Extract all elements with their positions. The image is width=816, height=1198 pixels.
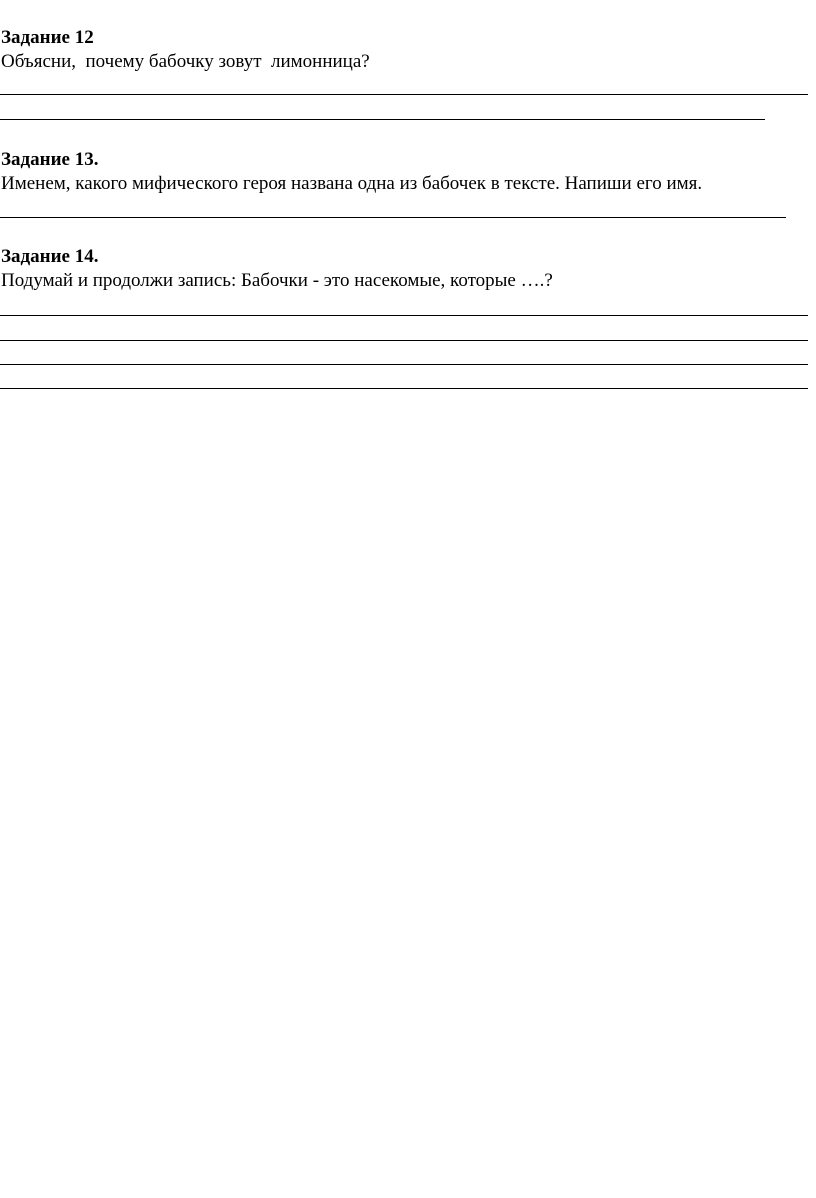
answer-line[interactable]	[0, 119, 765, 120]
task-question: Именем, какого мифического героя названа одна из бабочек в тексте. Напиши его имя.	[1, 173, 703, 194]
answer-line[interactable]	[0, 388, 808, 389]
answer-line[interactable]	[0, 315, 808, 316]
answer-line[interactable]	[0, 94, 808, 95]
task-title: Задание 14.	[1, 246, 99, 267]
answer-line[interactable]	[0, 217, 786, 218]
answer-line[interactable]	[0, 364, 808, 365]
answer-line[interactable]	[0, 340, 808, 341]
task-title: Задание 13.	[1, 149, 99, 170]
task-title: Задание 12	[1, 27, 94, 48]
task-question: Подумай и продолжи запись: Бабочки - это насекомые, которые ….?	[1, 270, 553, 291]
task-question: Объясни, почему бабочку зовут лимонница?	[1, 51, 370, 72]
